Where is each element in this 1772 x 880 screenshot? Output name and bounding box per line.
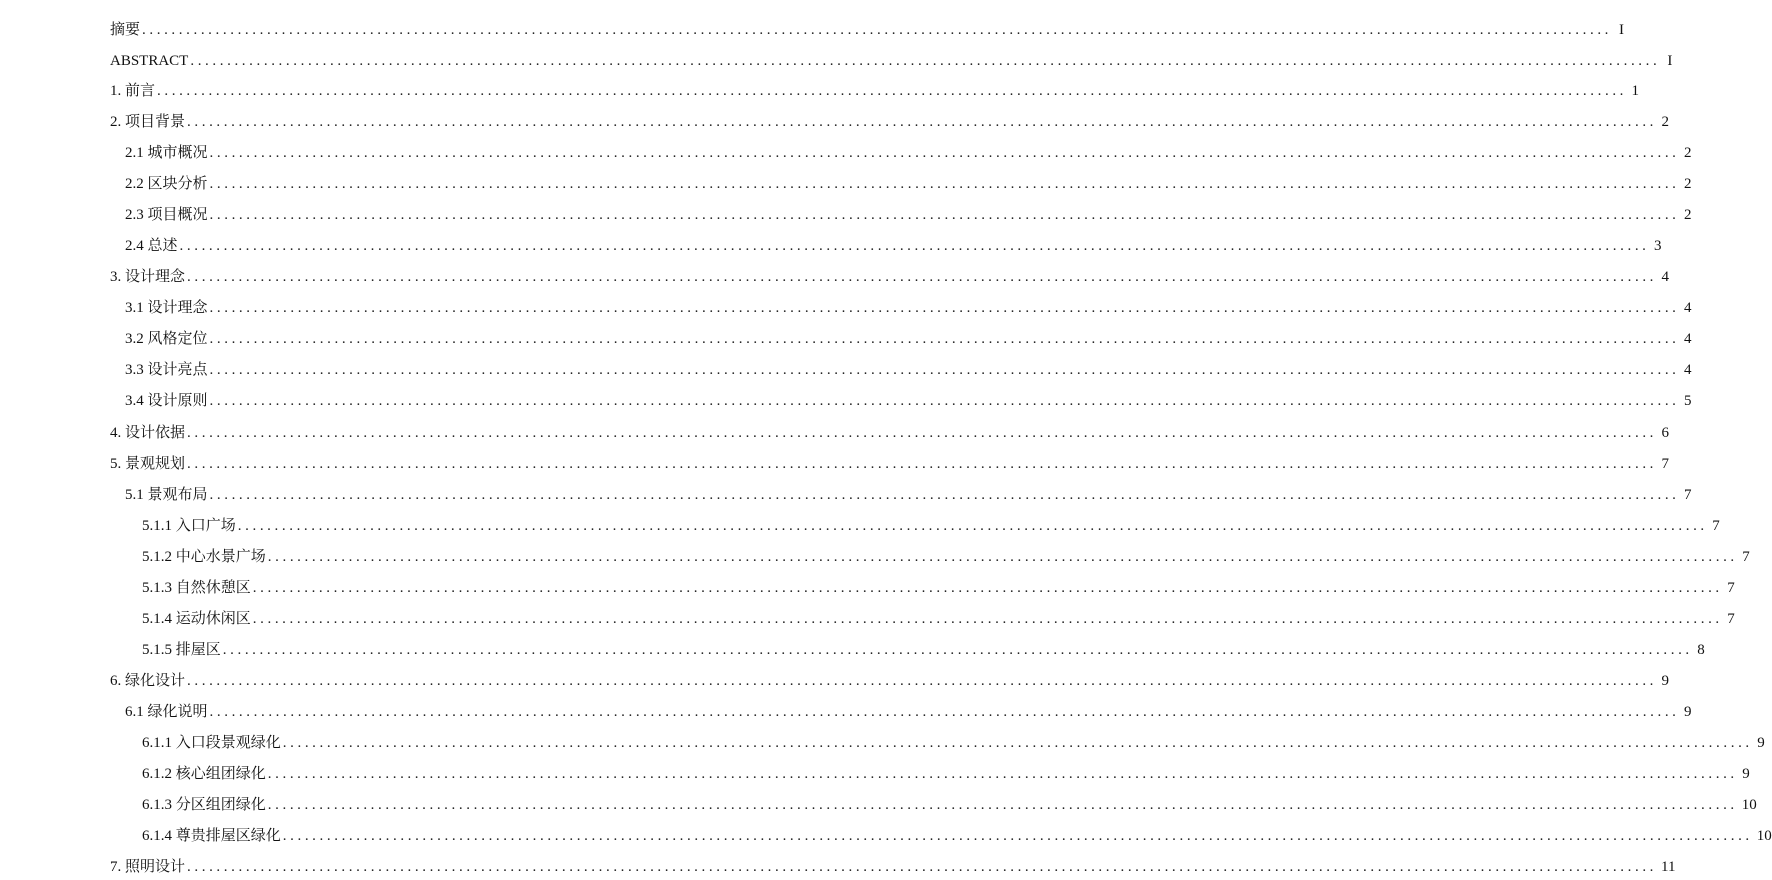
toc-entry[interactable] — [125, 202, 1692, 224]
leader-dots: ........................................................................................................................................................................................................ — [267, 549, 1738, 565]
toc-entry-page: 4 — [1684, 331, 1692, 347]
toc-entry[interactable] — [142, 730, 1765, 752]
toc-entry[interactable] — [125, 295, 1692, 317]
toc-entry-label: 3.3 设计亮点 — [125, 362, 208, 378]
toc-entry[interactable] — [142, 637, 1705, 659]
toc-entry-label: 5.1 景观布局 — [125, 487, 208, 503]
toc-entry-page: 11 — [1661, 859, 1676, 875]
toc-entry[interactable] — [110, 420, 1670, 442]
toc-entry-page: 2 — [1661, 114, 1670, 130]
toc-entry-page: 6 — [1661, 425, 1670, 441]
toc-entry-label: 2.2 区块分析 — [125, 176, 208, 192]
toc-entry-page: 9 — [1742, 766, 1750, 782]
toc-entry-page: 7 — [1727, 611, 1735, 627]
leader-dots: ........................................................................................................................................................................................................ — [142, 22, 1613, 38]
toc-entry-page: 7 — [1661, 456, 1670, 472]
leader-dots: ........................................................................................................................................................................................................ — [209, 331, 1680, 347]
toc-entry[interactable] — [125, 171, 1692, 193]
toc-entry[interactable] — [125, 388, 1692, 410]
toc-entry-page: 7 — [1742, 549, 1750, 565]
toc-entry[interactable] — [125, 699, 1692, 721]
toc-entry-label: 3.4 设计原则 — [125, 393, 208, 409]
toc-entry[interactable] — [110, 854, 1676, 876]
toc-entry-label: 6.1.2 核心组团绿化 — [142, 766, 266, 782]
toc-entry-label: 5.1.2 中心水景广场 — [142, 549, 266, 565]
toc-entry-page: 2 — [1684, 145, 1692, 161]
toc-entry-page: I — [1667, 53, 1673, 69]
toc-entry-label: ABSTRACT — [110, 53, 189, 69]
leader-dots: ........................................................................................................................................................................................................ — [252, 611, 1723, 627]
leader-dots: ........................................................................................................................................................................................................ — [187, 269, 1658, 285]
leader-dots: ........................................................................................................................................................................................................ — [187, 425, 1658, 441]
toc-entry-page: 9 — [1684, 704, 1692, 720]
toc-entry-label: 3. 设计理念 — [110, 269, 186, 285]
toc-entry-page: 8 — [1697, 642, 1705, 658]
toc-entry-label: 7. 照明设计 — [110, 859, 186, 875]
toc-entry[interactable] — [110, 264, 1670, 286]
toc-entry-label: 2. 项目背景 — [110, 114, 186, 130]
toc-entry[interactable] — [110, 109, 1670, 131]
toc-entry-page: 4 — [1661, 269, 1670, 285]
toc-entry-page: 7 — [1712, 518, 1720, 534]
toc-entry-page: 1 — [1631, 83, 1640, 99]
toc-entry-label: 5.1.3 自然休憩区 — [142, 580, 251, 596]
toc-entry[interactable] — [125, 357, 1692, 379]
leader-dots: ........................................................................................................................................................................................................ — [209, 145, 1680, 161]
toc-entry-page: 10 — [1741, 797, 1757, 813]
toc-entry-page: 7 — [1727, 580, 1735, 596]
toc-entry[interactable] — [142, 792, 1757, 814]
toc-entry[interactable] — [142, 761, 1750, 783]
toc-entry-label: 4. 设计依据 — [110, 425, 186, 441]
leader-dots: ........................................................................................................................................................................................................ — [209, 393, 1680, 409]
toc-entry-label: 1. 前言 — [110, 83, 156, 99]
toc-entry[interactable] — [110, 78, 1640, 100]
toc-entry[interactable] — [125, 233, 1662, 255]
toc-entry-page: 4 — [1684, 300, 1692, 316]
toc-entry[interactable] — [110, 17, 1625, 39]
toc-entry-label: 5.1.1 入口广场 — [142, 518, 236, 534]
leader-dots: ........................................................................................................................................................................................................ — [209, 362, 1680, 378]
toc-entry-page: 7 — [1684, 487, 1692, 503]
toc-entry-label: 2.4 总述 — [125, 238, 178, 254]
leader-dots: ........................................................................................................................................................................................................ — [267, 766, 1738, 782]
toc-entry-label: 6.1 绿化说明 — [125, 704, 208, 720]
toc-entry-page: 3 — [1654, 238, 1662, 254]
leader-dots: ........................................................................................................................................................................................................ — [157, 83, 1628, 99]
leader-dots: ........................................................................................................................................................................................................ — [209, 300, 1680, 316]
toc-entry-label: 3.1 设计理念 — [125, 300, 208, 316]
leader-dots: ........................................................................................................................................................................................................ — [267, 797, 1738, 813]
leader-dots: ........................................................................................................................................................................................................ — [209, 487, 1680, 503]
leader-dots: ........................................................................................................................................................................................................ — [187, 456, 1658, 472]
leader-dots: ........................................................................................................................................................................................................ — [237, 518, 1708, 534]
toc-entry-label: 6.1.4 尊贵排屋区绿化 — [142, 828, 281, 844]
toc-entry[interactable] — [110, 48, 1673, 70]
leader-dots: ........................................................................................................................................................................................................ — [252, 580, 1723, 596]
leader-dots: ........................................................................................................................................................................................................ — [222, 642, 1693, 658]
toc-entry[interactable] — [142, 544, 1750, 566]
toc-entry-label: 2.3 项目概况 — [125, 207, 208, 223]
toc-entry-label: 5.1.5 排屋区 — [142, 642, 221, 658]
leader-dots: ........................................................................................................................................................................................................ — [179, 238, 1650, 254]
toc-entry-label: 5.1.4 运动休闲区 — [142, 611, 251, 627]
toc-entry-page: I — [1619, 22, 1625, 38]
toc-entry-page: 9 — [1661, 673, 1670, 689]
leader-dots: ........................................................................................................................................................................................................ — [282, 735, 1753, 751]
toc-entry-page: 4 — [1684, 362, 1692, 378]
toc-entry-page: 5 — [1684, 393, 1692, 409]
toc-entry[interactable] — [142, 606, 1735, 628]
toc-entry-label: 3.2 风格定位 — [125, 331, 208, 347]
toc-entry-label: 摘要 — [110, 22, 141, 38]
toc-entry-label: 6.1.3 分区组团绿化 — [142, 797, 266, 813]
toc-entry-label: 5. 景观规划 — [110, 456, 186, 472]
toc-entry[interactable] — [125, 326, 1692, 348]
toc-entry-label: 6.1.1 入口段景观绿化 — [142, 735, 281, 751]
toc-entry[interactable] — [142, 823, 1772, 845]
toc-entry[interactable] — [110, 451, 1670, 473]
toc-entry-page: 2 — [1684, 176, 1692, 192]
toc-entry[interactable] — [125, 482, 1692, 504]
leader-dots: ........................................................................................................................................................................................................ — [187, 673, 1658, 689]
leader-dots: ........................................................................................................................................................................................................ — [190, 53, 1661, 69]
leader-dots: ........................................................................................................................................................................................................ — [209, 704, 1680, 720]
leader-dots: ........................................................................................................................................................................................................ — [209, 176, 1680, 192]
leader-dots: ........................................................................................................................................................................................................ — [282, 828, 1753, 844]
leader-dots: ........................................................................................................................................................................................................ — [187, 859, 1658, 875]
toc-entry[interactable] — [125, 140, 1692, 162]
leader-dots: ........................................................................................................................................................................................................ — [209, 207, 1680, 223]
toc-entry[interactable] — [142, 575, 1735, 597]
toc-entry[interactable] — [110, 668, 1670, 690]
toc-entry-page: 10 — [1756, 828, 1772, 844]
toc-entry-label: 6. 绿化设计 — [110, 673, 186, 689]
leader-dots: ........................................................................................................................................................................................................ — [187, 114, 1658, 130]
toc-entry-label: 2.1 城市概况 — [125, 145, 208, 161]
toc-entry-page: 2 — [1684, 207, 1692, 223]
toc-entry-page: 9 — [1757, 735, 1765, 751]
toc-entry[interactable] — [142, 513, 1720, 535]
